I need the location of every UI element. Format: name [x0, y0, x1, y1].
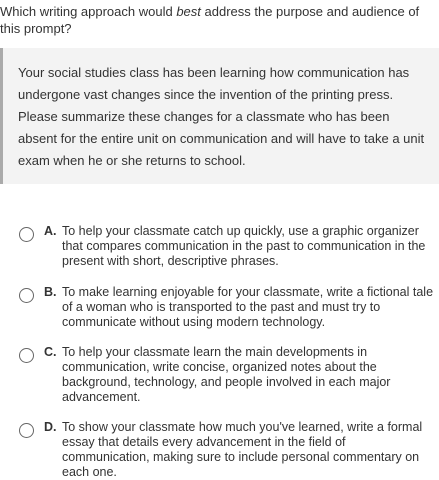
option-c[interactable] [0, 345, 439, 404]
option-d[interactable] [0, 420, 439, 479]
option-b-text: To make learning enjoyable for your classmate, write a fictional tale of a woman who is transported to the past and must try to communicate without using modern technology. [62, 285, 434, 329]
option-b-letter: B. [44, 285, 57, 299]
option-d-letter: D. [44, 420, 57, 434]
prompt-text: Your social studies class has been learning how communication has undergone vast changes since the invention of the printing press. Please summarize these changes for a classmate who has been absent for the entire unit on communication and will have to take a unit exam when he or she returns to school. [18, 65, 425, 168]
option-b[interactable] [0, 285, 439, 335]
prompt-box [0, 48, 439, 184]
option-a[interactable] [0, 224, 439, 274]
option-c-text: To help your classmate learn the main developments in communication, write concise, organized notes about the background, technology, and people involved in each major advancement. [62, 345, 391, 404]
option-c-letter: C. [44, 345, 57, 359]
option-c-radio[interactable] [19, 348, 34, 363]
question-text-end: address the purpose and audience of this prompt? [0, 4, 420, 36]
option-a-letter: A. [44, 224, 57, 238]
option-b-radio[interactable] [19, 288, 34, 303]
question-text-start: Which writing approach would [0, 4, 177, 19]
question-emphasis: best [176, 4, 201, 19]
option-a-radio[interactable] [19, 227, 34, 242]
option-d-text: To show your classmate how much you've learned, write a formal essay that details every advancement in the field of communication, making sure to include personal commentary on each one. [62, 420, 423, 479]
option-a-text: To help your classmate catch up quickly, use a graphic organizer that compares communication in the past to communication in the present with short, descriptive phrases. [62, 224, 426, 268]
question-text [0, 3, 439, 37]
option-d-radio[interactable] [19, 423, 34, 438]
